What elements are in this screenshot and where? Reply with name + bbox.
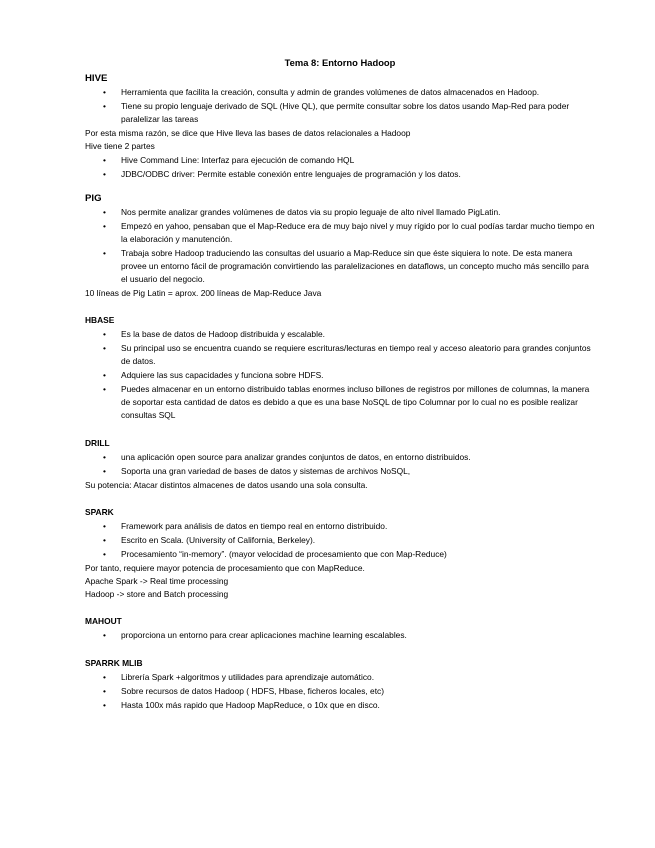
pig-heading: PIG bbox=[85, 193, 102, 204]
list-item: • JDBC/ODBC driver: Permite estable conexión entre lenguajes de programación y los datos. bbox=[85, 168, 595, 181]
list-item: • Empezó en yahoo, pensaban que el Map-Reduce era de muy bajo nivel y muy rígido por lo cual podías tardar mucho tiempo en la elaboración y manutención. bbox=[85, 220, 595, 246]
pig-note: 10 líneas de Pig Latin = aprox. 200 líneas de Map-Reduce Java bbox=[85, 288, 322, 298]
list-item: • Nos permite analizar grandes volúmenes de datos via su propio leguaje de alto nivel llamado PigLatin. bbox=[85, 206, 595, 219]
spark-note: Por tanto, requiere mayor potencia de procesamiento que con MapReduce. bbox=[85, 563, 365, 573]
sparkmlib-heading: SPARRK MLIB bbox=[85, 658, 143, 668]
list-item: • proporciona un entorno para crear aplicaciones machine learning escalables. bbox=[85, 629, 595, 642]
hive-parts-intro: Hive tiene 2 partes bbox=[85, 141, 155, 151]
drill-bullets bbox=[85, 451, 595, 478]
list-item: • Tiene su propio lenguaje derivado de SQL (Hive QL), que permite consultar sobre los datos usando Map-Red para poder paralelizar las tareas bbox=[85, 100, 595, 126]
spark-note: Hadoop -> store and Batch processing bbox=[85, 589, 229, 599]
hbase-bullets bbox=[85, 328, 595, 422]
spark-bullets bbox=[85, 520, 595, 561]
list-item: • Procesamiento “in-memory”. (mayor velocidad de procesamiento que con Map-Reduce) bbox=[85, 548, 595, 561]
mahout-bullets bbox=[85, 629, 595, 642]
list-item: • una aplicación open source para analizar grandes conjuntos de datos, en entorno distribuidos. bbox=[85, 451, 595, 464]
list-item: • Trabaja sobre Hadoop traduciendo las consultas del usuario a Map-Reduce sin que éste siquiera lo note. De esta manera provee un entorno fácil de programación convirtiendo las paralelizaciones en dataflows, un concepto mucho más sencillo para el usuario del negocio. bbox=[85, 247, 595, 286]
list-item: • Adquiere las sus capacidades y funciona sobre HDFS. bbox=[85, 369, 595, 382]
hive-heading: HIVE bbox=[85, 73, 108, 84]
list-item: • Librería Spark +algoritmos y utilidades para aprendizaje automático. bbox=[85, 671, 595, 684]
hive-note: Por esta misma razón, se dice que Hive lleva las bases de datos relacionales a Hadoop bbox=[85, 128, 411, 138]
pig-bullets bbox=[85, 206, 595, 286]
list-item: • Herramienta que facilita la creación, consulta y admin de grandes volúmenes de datos almacenados en Hadoop. bbox=[85, 86, 595, 99]
sparkmlib-bullets bbox=[85, 671, 595, 712]
hive-bullets bbox=[85, 86, 595, 126]
spark-heading: SPARK bbox=[85, 507, 114, 517]
drill-note: Su potencia: Atacar distintos almacenes de datos usando una sola consulta. bbox=[85, 480, 368, 490]
mahout-heading: MAHOUT bbox=[85, 616, 122, 626]
spark-note: Apache Spark -> Real time processing bbox=[85, 576, 229, 586]
hbase-heading: HBASE bbox=[85, 315, 115, 325]
hive-parts bbox=[85, 154, 595, 181]
drill-heading: DRILL bbox=[85, 438, 110, 448]
list-item: • Sobre recursos de datos Hadoop ( HDFS, Hbase, ficheros locales, etc) bbox=[85, 685, 595, 698]
list-item: • Hasta 100x más rapido que Hadoop MapReduce, o 10x que en disco. bbox=[85, 699, 595, 712]
list-item: • Hive Command Line: Interfaz para ejecución de comando HQL bbox=[85, 154, 595, 167]
list-item: • Framework para análisis de datos en tiempo real en entorno distribuido. bbox=[85, 520, 595, 533]
document-title: Tema 8: Entorno Hadoop bbox=[284, 57, 396, 68]
list-item: • Es la base de datos de Hadoop distribuida y escalable. bbox=[85, 328, 595, 341]
list-item: • Escrito en Scala. (University of California, Berkeley). bbox=[85, 534, 595, 547]
list-item: • Su principal uso se encuentra cuando se requiere escrituras/lecturas en tiempo real y acceso aleatorio para grandes conjuntos de datos. bbox=[85, 342, 595, 368]
list-item: • Puedes almacenar en un entorno distribuido tablas enormes incluso billones de registros por millones de columnas, la manera de soportar esta cantidad de datos es debido a que es una base NoSQL de tipo Columnar por lo cual no es posible realizar consultas SQL bbox=[85, 383, 595, 422]
list-item: • Soporta una gran variedad de bases de datos y sistemas de archivos NoSQL, bbox=[85, 465, 595, 478]
